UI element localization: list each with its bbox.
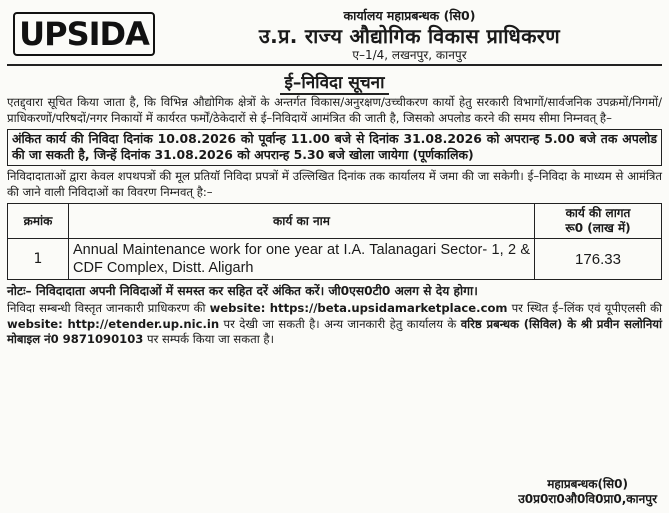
office-name: कार्यालय महाप्रबन्धक (सि0): [343, 8, 476, 23]
letterhead-text: [157, 8, 662, 63]
website-link-etender[interactable]: website: http://etender.up.nic.in: [7, 316, 220, 331]
row-cost: 176.33: [535, 239, 662, 280]
tender-table: [7, 203, 662, 280]
logo-text: UPSIDA: [19, 15, 149, 53]
row-sn: 1: [8, 239, 69, 280]
table-header-row: [8, 204, 662, 239]
header-sn: क्रमांक: [8, 204, 69, 239]
letterhead: [7, 6, 662, 66]
contact-details: वरिष्ठ प्रबन्धक (सिविल) के श्री प्रवीन सलोनियां मोबाइल नं0 9871090103: [7, 316, 662, 346]
office-address: ए–1/4, लखनपुर, कानपुर: [352, 48, 467, 62]
organization-name: उ.प्र. राज्य औद्योगिक विकास प्राधिकरण: [258, 24, 561, 48]
info-paragraph: निविदा सम्बन्धी विस्तृत जानकारी प्राधिकरण की website: https://beta.upsidamarketplace.com पर स्थित ई–लिंक एवं यूपीएलसी की website: http://etender.up.nic.in पर देखी जा सकती है। अन्य जानकारी हेतु कार्यालय के वरिष्ठ प्रबन्धक (सिविल) के श्री प्रवीन सलोनियां मोबाइल नं0 9871090103 पर सम्पर्क किया जा सकता है।: [7, 301, 662, 346]
signatory-title: महाप्रबन्धक(सि0): [547, 477, 628, 491]
submission-paragraph: निविदादाताओं द्वारा केवल शपथपत्रों की मूल प्रतियॉ निविदा प्रपत्रों में उल्लिखित दिनांक तक कार्यालय में जमा की जा सकेगी। ई–निविदा के माध्यम से आमंत्रित की जाने वाली निविदाओं का विवरण निम्नवत् है:–: [7, 169, 662, 199]
signatory-org: उ0प्र0रा0औ0वि0प्रा0,कानपुर: [518, 492, 657, 506]
row-work: Annual Maintenance work for one year at I.A. Talanagari Sector- 1, 2 & CDF Complex, Distt. Aligarh: [69, 239, 535, 280]
header-work: कार्य का नाम: [69, 204, 535, 239]
tax-note: नोटः– निविदादाता अपनी निविदाओं में समस्त कर सहित दरें अंकित करें। जी0एस0टी0 अलग से देय होगा।: [7, 284, 478, 298]
schedule-box: अंकित कार्य की निविदा दिनांक 10.08.2026 को पूर्वान्ह 11.00 बजे से दिनांक 31.08.2026 को अपरान्ह 5.00 बजे तक अपलोड की जा सकती है, जिन्हें दिनांक 31.08.2026 को अपरान्ह 5.30 बजे खोला जायेगा (पूर्णकालिक): [7, 129, 662, 166]
intro-paragraph: एतद्द्वारा सूचित किया जाता है, कि विभिन्न औद्योगिक क्षेत्रों के अन्तर्गत विकास/अनुरक्षण/उच्चीकरण कार्यो हेतु सरकारी विभागों/सार्वजनिक उपक्रमों/निगमों/प्राधिकरणों/परिषदों/नगर निकायों में कार्यरत फर्मों/ठेकेदारों से ई–निविदायें आमंत्रित की जाती है, जिसको अपलोड करने की समय सीमा निम्नवत् है–: [7, 95, 662, 125]
table-row: [8, 239, 662, 280]
header-cost: कार्य की लागत रू0 (लाख में): [535, 204, 662, 239]
website-link-upsida[interactable]: website: https://beta.upsidamarketplace.com: [209, 301, 508, 315]
signature-block: [518, 477, 657, 507]
upsida-logo: [13, 12, 155, 56]
notice-title: ई–निविदा सूचना: [7, 70, 662, 93]
